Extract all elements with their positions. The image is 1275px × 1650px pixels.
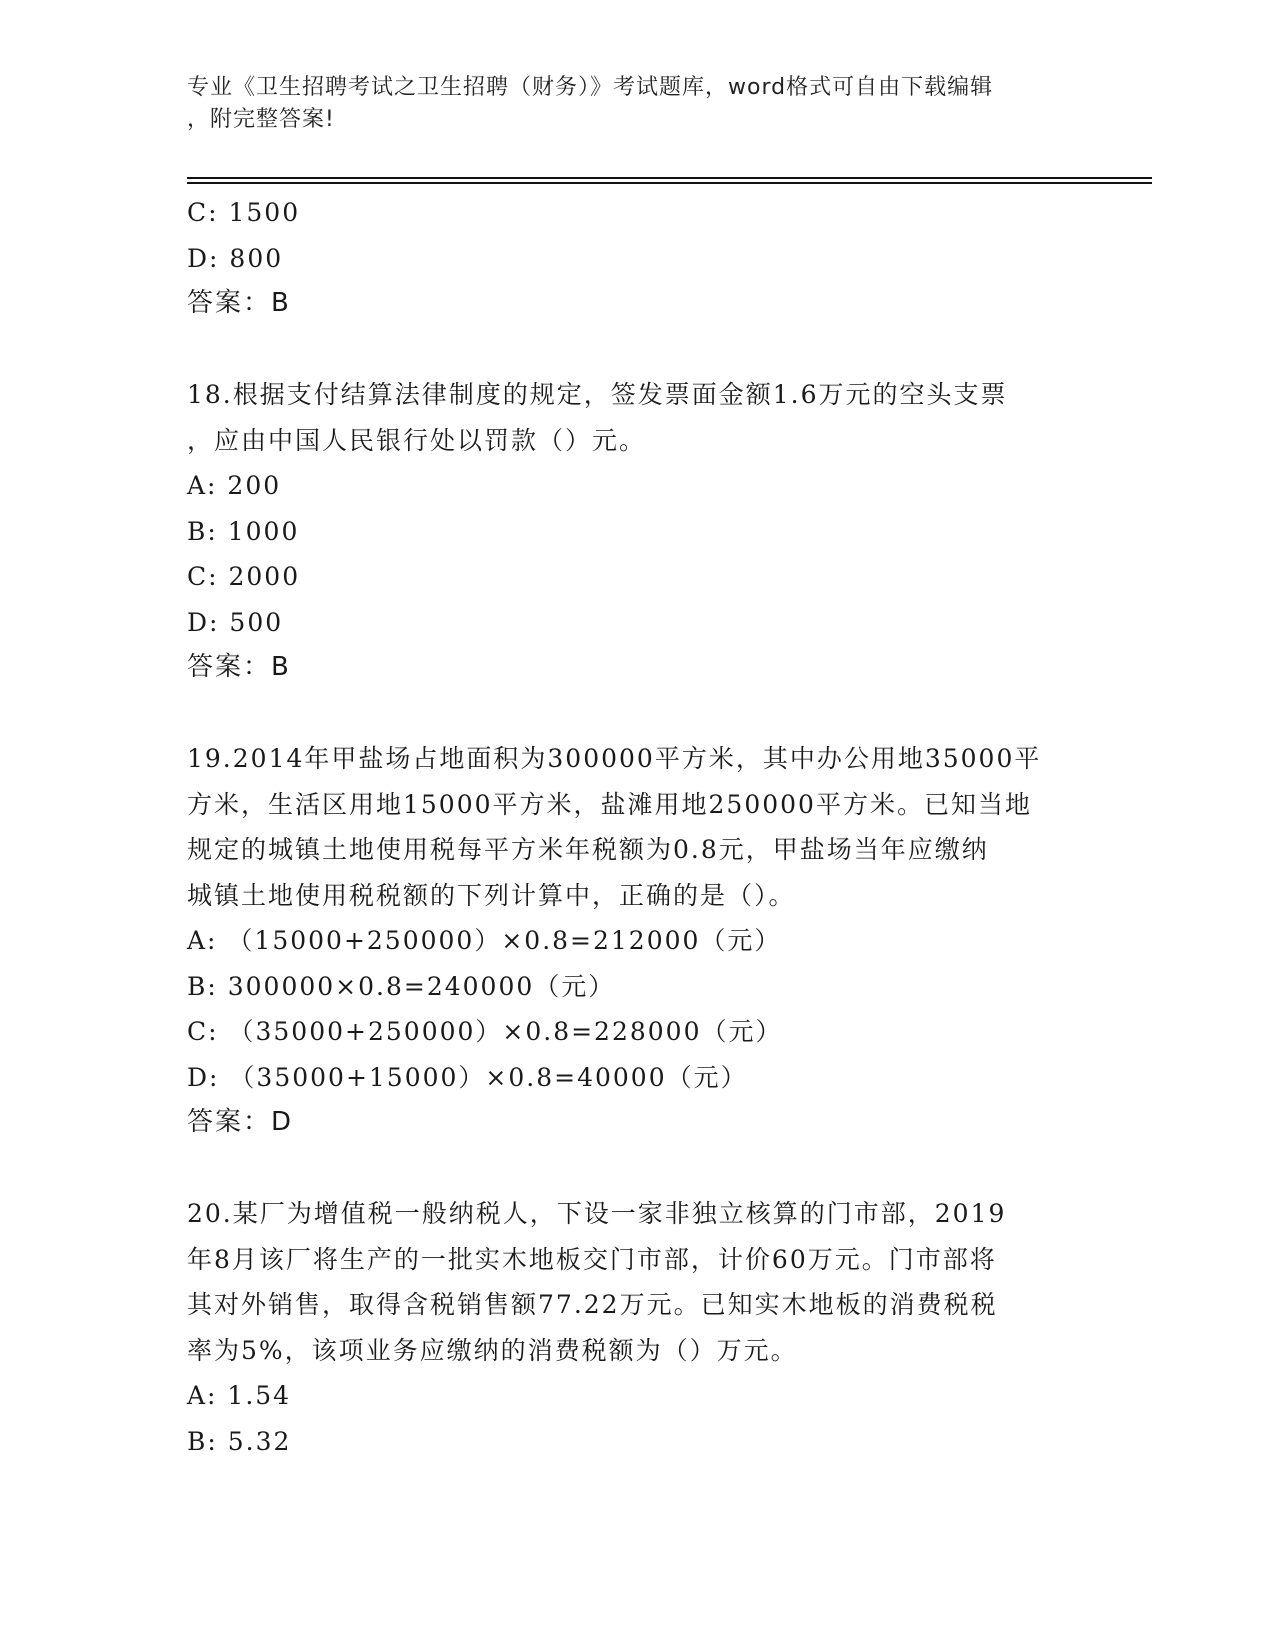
question-text: 年8月该厂将生产的一批实木地板交门市部，计价60万元。门市部将 — [187, 1244, 997, 1274]
option-c: C: 1500 — [187, 198, 301, 227]
spacer — [187, 327, 1087, 373]
option-d: D: 500 — [187, 607, 284, 637]
option-d: D: 800 — [187, 243, 284, 273]
option-a: A: 1.54 — [187, 1381, 292, 1410]
question-text: 城镇土地使用税税额的下列计算中，正确的是（）。 — [187, 880, 796, 910]
question-19 — [187, 736, 1087, 1146]
question-text: 规定的城镇土地使用税每平方米年税额为0.8元，甲盐场当年应缴纳 — [187, 835, 989, 864]
option-b: B: 1000 — [187, 516, 300, 546]
question-text: 19.2014年甲盐场占地面积为300000平方米，其中办公用地35000平 — [187, 744, 1042, 773]
question-content — [187, 190, 1087, 1464]
header-rule-top — [187, 177, 1152, 179]
option-c: C: 2000 — [187, 562, 301, 591]
question-text: 18.根据支付结算法律制度的规定，签发票面金额1.6万元的空头支票 — [187, 380, 1008, 409]
question-text: ，应由中国人民银行处以罚款（）元。 — [187, 425, 647, 455]
header-rule-bottom — [187, 182, 1152, 184]
document-header — [187, 72, 1087, 136]
question-text: 其对外销售，取得含税销售额77.22万元。已知实木地板的消费税税 — [187, 1290, 998, 1319]
option-d: D: （35000+15000）×0.8=40000（元） — [187, 1062, 748, 1092]
question-text: 率为5%，该项业务应缴纳的消费税额为（）万元。 — [187, 1335, 798, 1365]
option-a: A: 200 — [187, 471, 282, 500]
header-line-2: ，附完整答案! — [187, 107, 335, 132]
answer-text: 答案：B — [187, 288, 291, 318]
question-20 — [187, 1191, 1087, 1464]
spacer — [187, 691, 1087, 737]
option-b: B: 300000×0.8=240000（元） — [187, 971, 616, 1001]
option-c: C: （35000+250000）×0.8=228000（元） — [187, 1017, 783, 1046]
question-text: 方米，生活区用地15000平方米，盐滩用地250000平方米。已知当地 — [187, 789, 1032, 819]
question-18 — [187, 372, 1087, 691]
question-text: 20.某厂为增值税一般纳税人，下设一家非独立核算的门市部，2019 — [187, 1199, 1007, 1228]
option-a: A: （15000+250000）×0.8=212000（元） — [187, 926, 782, 955]
answer-text: 答案：B — [187, 652, 291, 682]
spacer — [187, 1146, 1087, 1192]
header-line-1: 专业《卫生招聘考试之卫生招聘（财务）》考试题库，word格式可自由下载编辑 — [187, 75, 994, 100]
option-b: B: 5.32 — [187, 1426, 292, 1456]
answer-text: 答案：D — [187, 1107, 294, 1137]
